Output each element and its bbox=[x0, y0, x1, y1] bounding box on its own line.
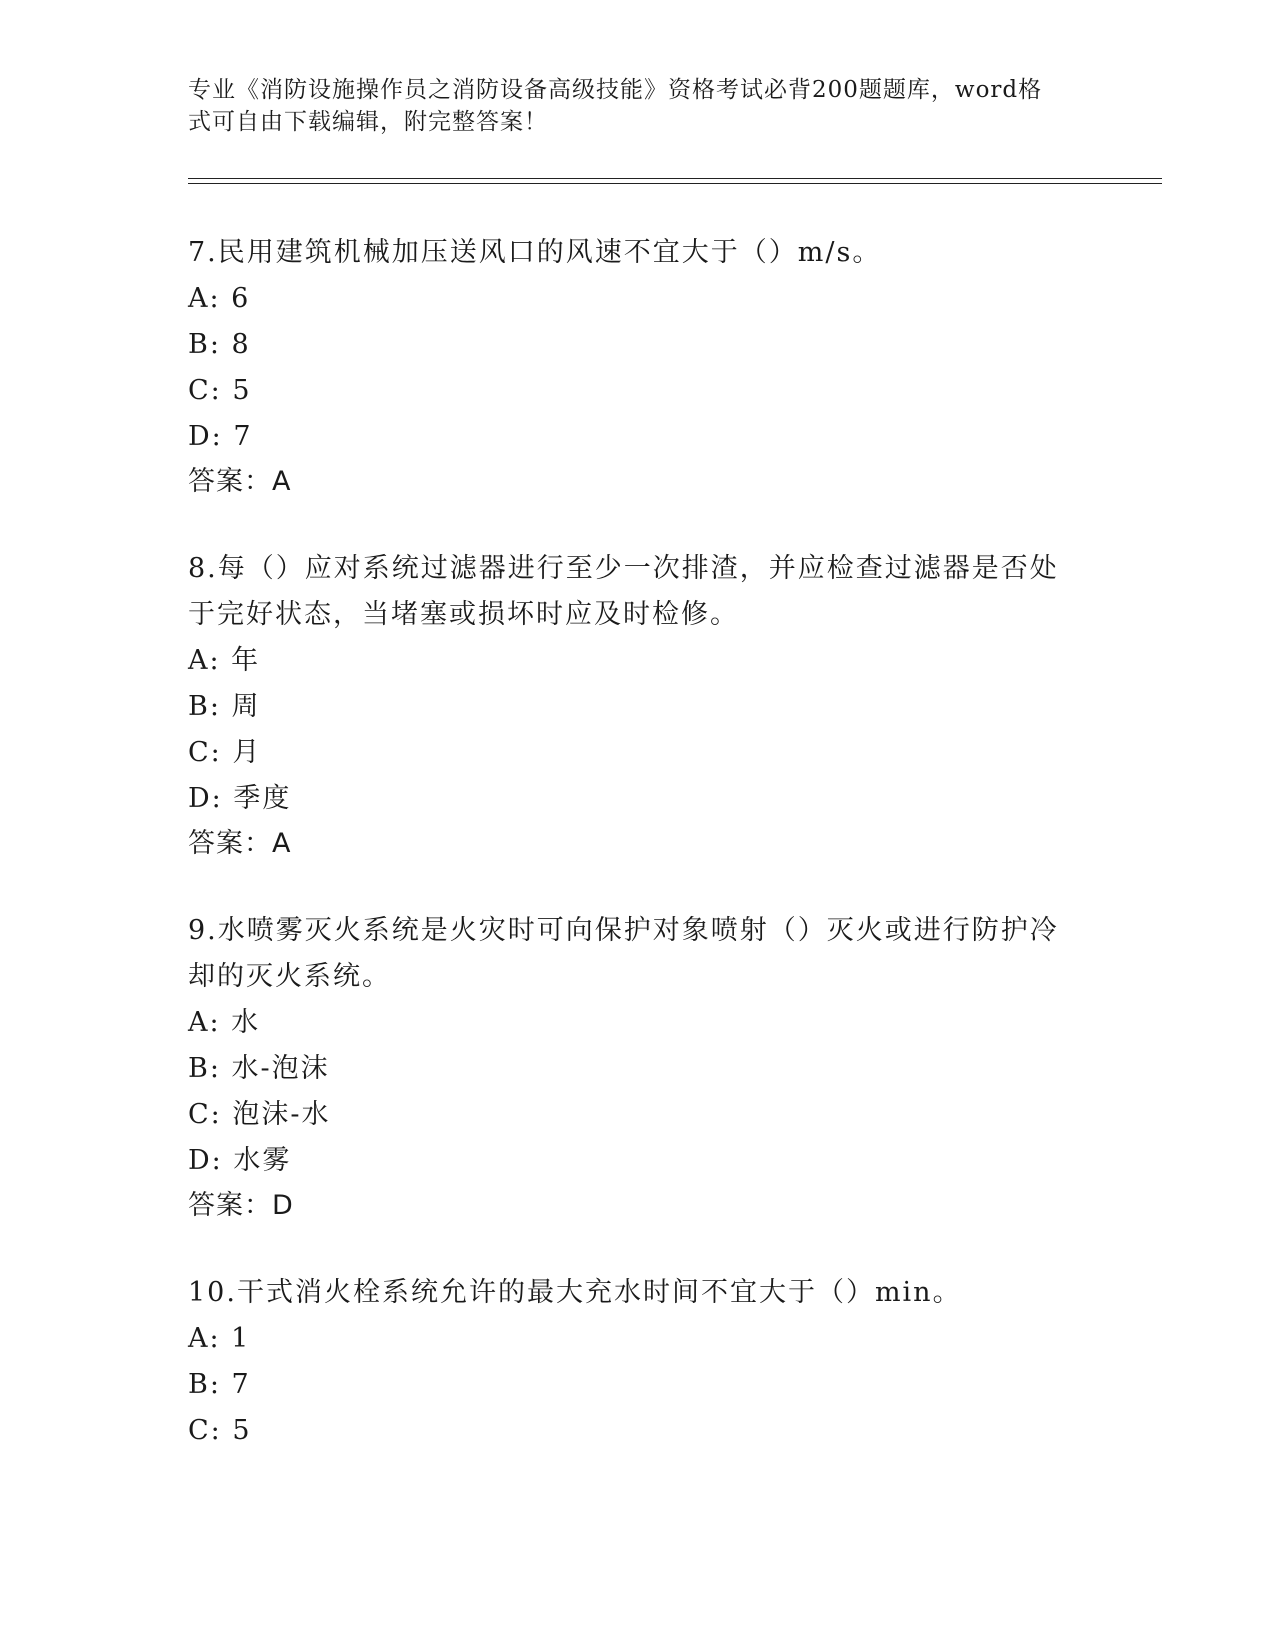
question-stem: 8.每（）应对系统过滤器进行至少一次排渣，并应检查过滤器是否处于完好状态，当堵塞或损坏时应及时检修。 bbox=[188, 553, 1059, 630]
option-c: C: 月 bbox=[188, 737, 262, 768]
answer-line: 答案：D bbox=[188, 1190, 294, 1221]
option-d: D: 7 bbox=[188, 421, 253, 452]
answer-line: 答案：A bbox=[188, 828, 292, 859]
option-a: A: 1 bbox=[188, 1323, 251, 1354]
option-b: B: 水-泡沫 bbox=[188, 1053, 330, 1084]
option-a: A: 年 bbox=[188, 645, 261, 676]
document-header bbox=[188, 74, 1068, 138]
option-d: D: 水雾 bbox=[188, 1145, 292, 1176]
question-stem: 7.民用建筑机械加压送风口的风速不宜大于（）m/s。 bbox=[188, 237, 882, 268]
question-list bbox=[188, 230, 1068, 1496]
question-9 bbox=[188, 908, 1068, 1228]
question-7 bbox=[188, 230, 1068, 504]
question-stem: 9.水喷雾灭火系统是火灾时可向保护对象喷射（）灭火或进行防护冷却的灭火系统。 bbox=[188, 915, 1059, 992]
header-divider-bottom bbox=[188, 183, 1162, 184]
answer-line: 答案：A bbox=[188, 466, 292, 497]
question-stem: 10.干式消火栓系统允许的最大充水时间不宜大于（）min。 bbox=[188, 1277, 962, 1308]
option-c: C: 泡沫-水 bbox=[188, 1099, 331, 1130]
header-line-1: 专业《消防设施操作员之消防设备高级技能》资格考试必背200题题库，word格 bbox=[188, 77, 1043, 103]
option-b: B: 周 bbox=[188, 691, 261, 722]
option-b: B: 8 bbox=[188, 329, 251, 360]
header-line-2: 式可自由下载编辑，附完整答案！ bbox=[188, 109, 548, 135]
option-c: C: 5 bbox=[188, 1415, 252, 1446]
option-d: D: 季度 bbox=[188, 783, 292, 814]
option-c: C: 5 bbox=[188, 375, 252, 406]
option-b: B: 7 bbox=[188, 1369, 251, 1400]
question-10 bbox=[188, 1270, 1068, 1454]
option-a: A: 6 bbox=[188, 283, 251, 314]
header-divider-top bbox=[188, 178, 1162, 179]
question-8 bbox=[188, 546, 1068, 866]
option-a: A: 水 bbox=[188, 1007, 261, 1038]
